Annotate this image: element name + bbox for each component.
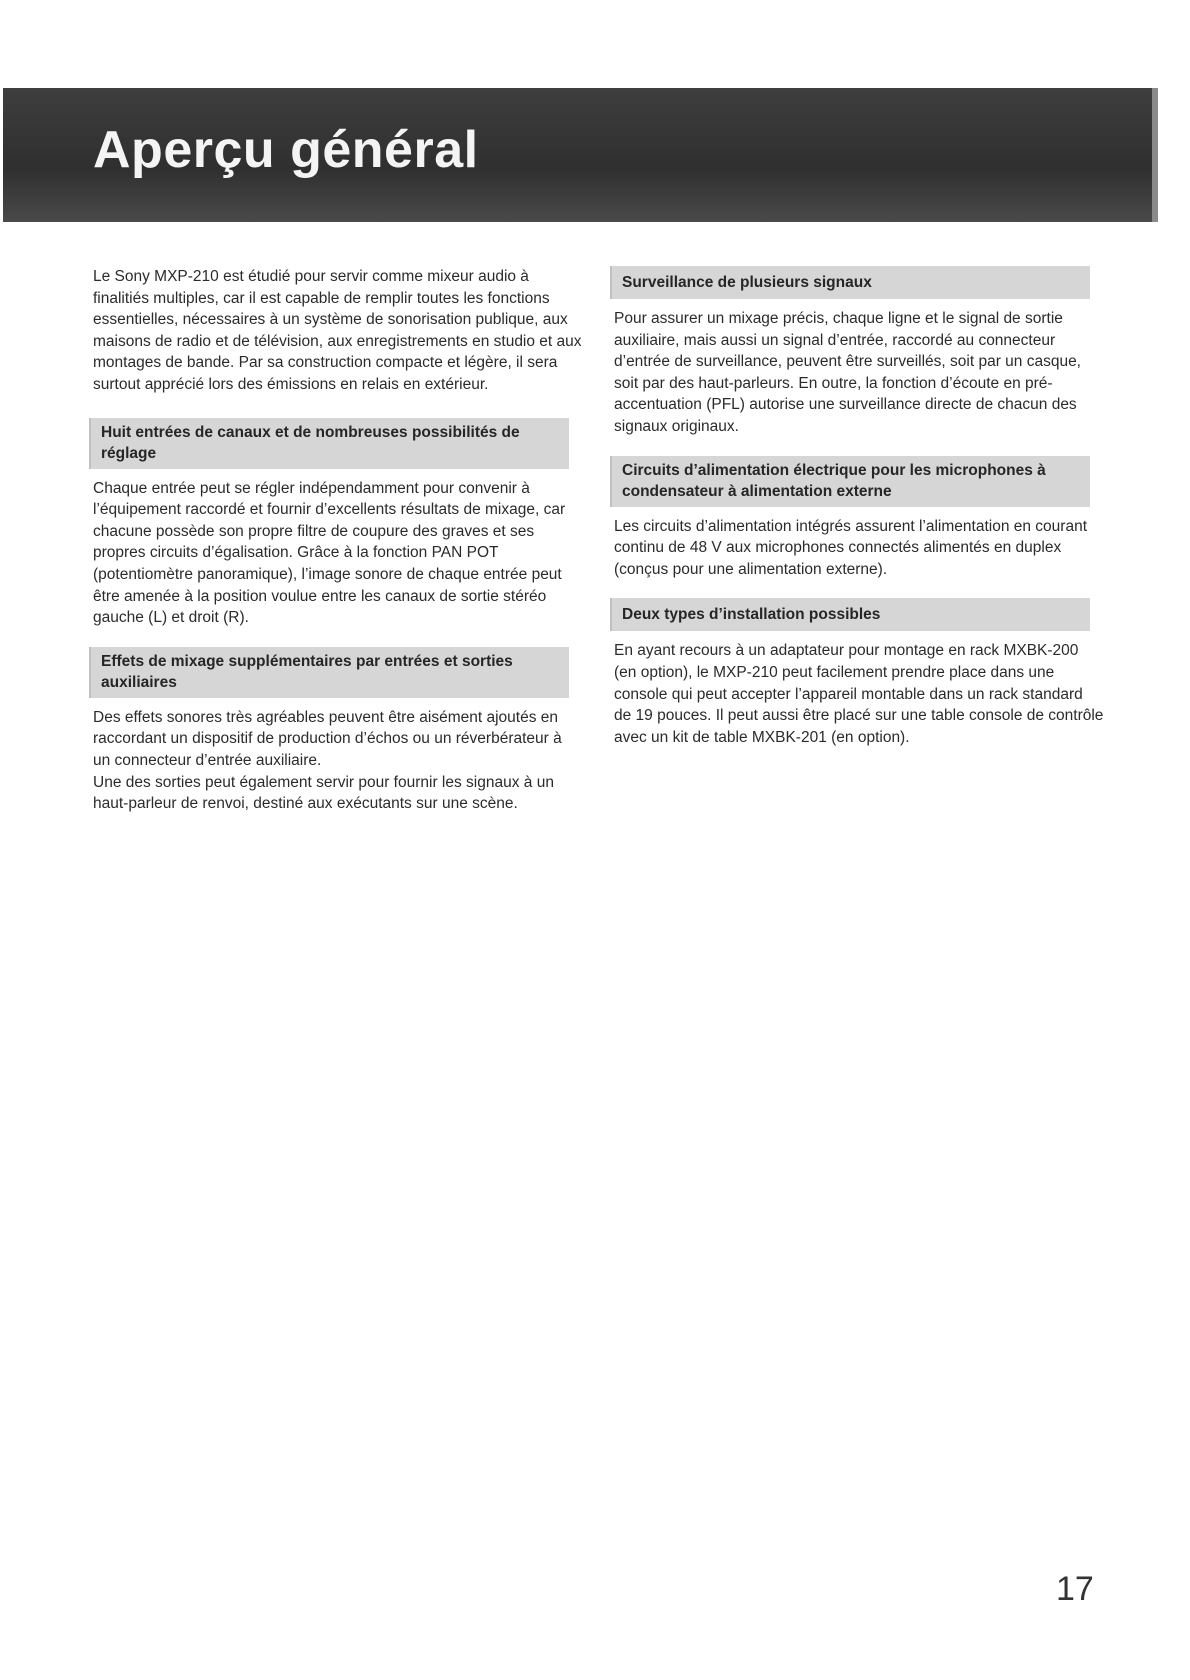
section-paragraph: Des effets sonores très agréables peuvent être aisément ajoutés en raccordant un dispositif de production d’échos ou un réverbérateur à un connecteur d’entrée auxiliaire. bbox=[93, 708, 562, 769]
intro-paragraph: Le Sony MXP-210 est étudié pour servir comme mixeur audio à finalitiés multiples, car il est capable de remplir toutes les fonctions essentielles, nécessaires à un système de sonorisation publique, aux maisons de radio et de télévision, aux enregistrements en studio et aux montages de bande. Par sa construction compacte et légère, il sera surtout apprécié lors des émissions en relais en extérieur. bbox=[93, 268, 582, 393]
right-column bbox=[614, 266, 1104, 766]
section-installation bbox=[614, 598, 1104, 748]
section-channel-inputs bbox=[93, 418, 583, 629]
banner-edge-stripe bbox=[1152, 88, 1158, 222]
left-column bbox=[93, 266, 583, 833]
intro-block bbox=[93, 266, 583, 396]
section-aux-effects bbox=[93, 647, 583, 815]
section-paragraph: Une des sorties peut également servir pour fournir les signaux à un haut-parleur de renvoi, destiné aux exécutants sur une scène. bbox=[93, 773, 554, 813]
section-phantom-power bbox=[614, 456, 1104, 581]
section-paragraph: En ayant recours à un adaptateur pour montage en rack MXBK-200 (en option), le MXP-210 peut facilement prendre place dans une console qui peut accepter l’appareil montable dans un rack standard de 19 pouces. Il peut aussi être placé sur une table console de contrôle avec un kit de table MXBK-201 (en option). bbox=[614, 642, 1104, 746]
section-paragraph: Les circuits d’alimentation intégrés assurent l’alimentation en courant continu de 48 V aux microphones connectés alimentés en duplex (conçus pour une alimentation externe). bbox=[614, 517, 1087, 578]
section-heading: Huit entrées de canaux et de nombreuses possibilités de réglage bbox=[89, 418, 569, 469]
section-paragraph: Pour assurer un mixage précis, chaque ligne et le signal de sortie auxiliaire, mais aussi un signal d’entrée, raccordé au connecteur d’entrée de surveillance, peuvent être surveillés, soit par un casque, soit par des haut-parleurs. En outre, la fonction d’écoute en pré-accentuation (PFL) autorise une surveillance directe de chacun des signaux originaux. bbox=[614, 310, 1081, 435]
page-number: 17 bbox=[1056, 1570, 1094, 1608]
section-heading: Circuits d’alimentation électrique pour les microphones à condensateur à alimentation externe bbox=[610, 456, 1090, 507]
section-heading: Surveillance de plusieurs signaux bbox=[610, 266, 1090, 299]
section-monitoring bbox=[614, 266, 1104, 438]
section-paragraph: Chaque entrée peut se régler indépendamment pour convenir à l’équipement raccordé et fournir d’excellents résultats de mixage, car chacune possède son propre filtre de coupure des graves et ses propres circuits d’égalisation. Grâce à la fonction PAN POT (potentiomètre panoramique), l’image sonore de chaque entrée peut être amenée à la position voulue entre les canaux de sortie stéréo gauche (L) et droit (R). bbox=[93, 479, 566, 627]
section-heading: Effets de mixage supplémentaires par entrées et sorties auxiliaires bbox=[89, 647, 569, 698]
page-title: Aperçu général bbox=[93, 121, 479, 179]
section-heading: Deux types d’installation possibles bbox=[610, 598, 1090, 631]
title-banner bbox=[3, 88, 1158, 222]
